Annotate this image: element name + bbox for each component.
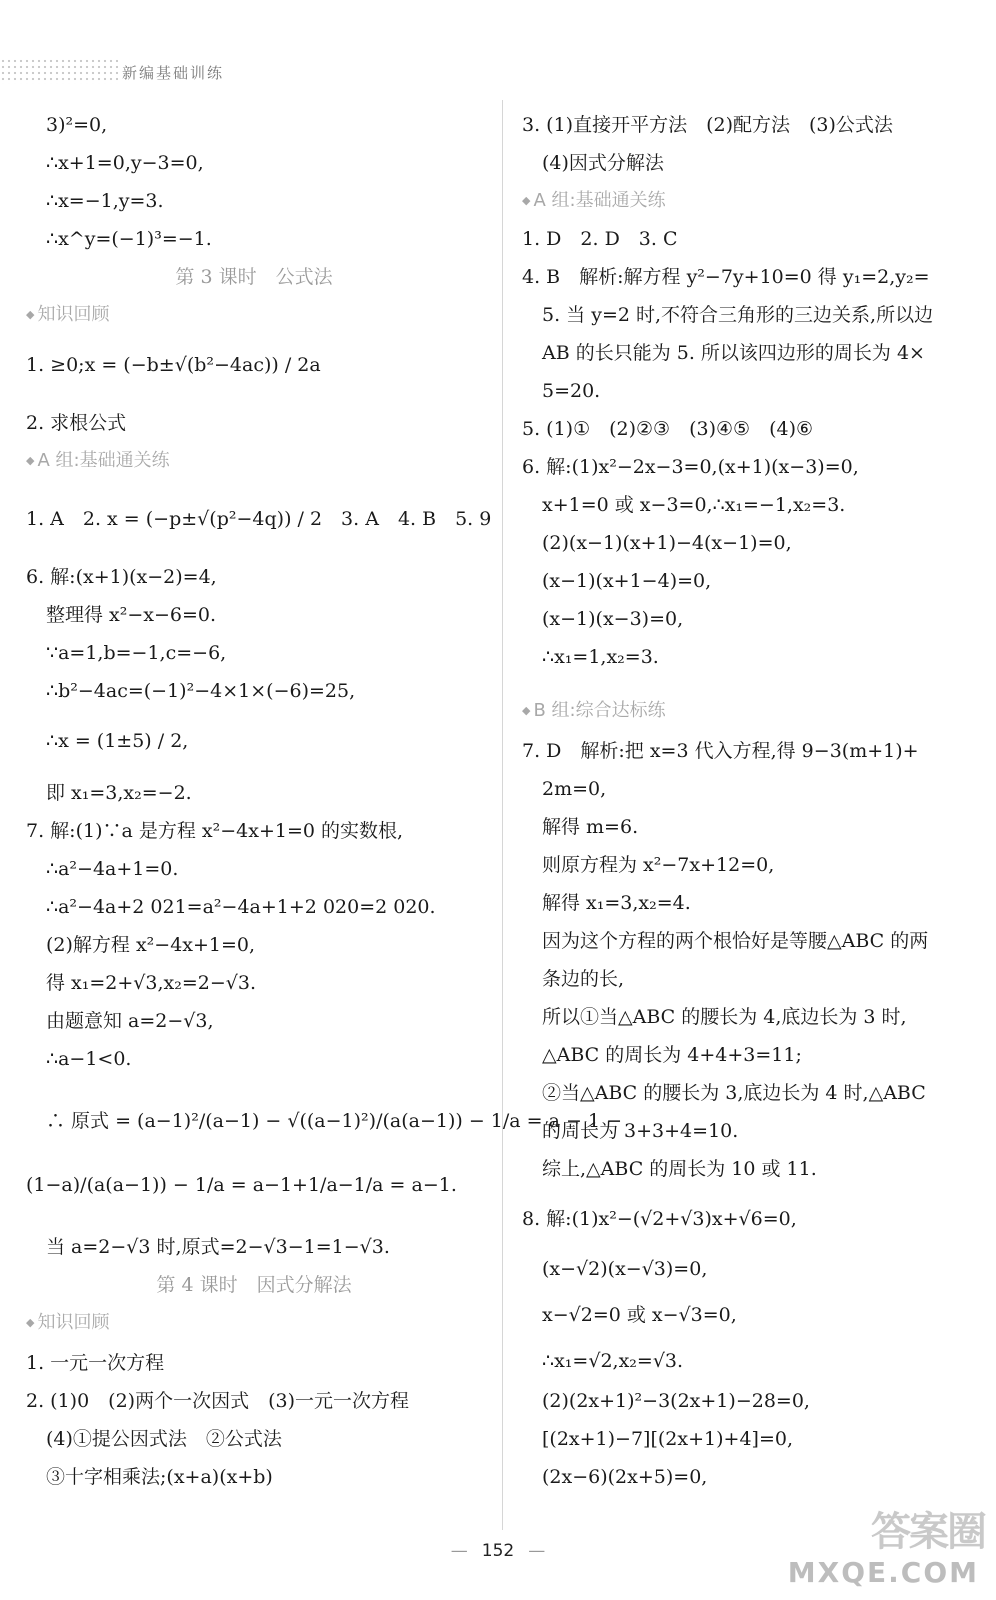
text-line: 因为这个方程的两个根恰好是等腰△ABC 的两 <box>542 930 929 952</box>
text-line: ∴x=−1,y=3. <box>46 190 164 212</box>
diamond-icon: ◆ <box>26 454 35 467</box>
diamond-icon: ◆ <box>522 194 531 207</box>
text-line: 6. 解:(x+1)(x−2)=4, <box>26 566 217 588</box>
text-line: ∴a²−4a+1=0. <box>46 858 179 880</box>
lesson-title: 第 4 课时 因式分解法 <box>156 1274 352 1296</box>
text-line: (2)解方程 x²−4x+1=0, <box>46 934 256 956</box>
page-number: — 152 — <box>450 1541 546 1561</box>
watermark-logo <box>787 1500 985 1595</box>
text-line: ∴x₁=√2,x₂=√3. <box>542 1350 684 1372</box>
text-line: ∴ 原式 = (a−1)²/(a−1) − √((a−1)²)/(a(a−1)) − 1/a = a − 1 − <box>46 1110 622 1132</box>
text-line: 条边的长, <box>542 968 625 990</box>
text-line: (2)(2x+1)²−3(2x+1)−28=0, <box>542 1390 810 1412</box>
section-heading-text: 知识回顾 <box>37 304 110 325</box>
text-line: 1. D 2. D 3. C <box>522 228 678 250</box>
text-line: (x−1)(x−3)=0, <box>542 608 684 630</box>
text-line: ∴a−1<0. <box>46 1048 132 1070</box>
text-line: 1. A 2. x = (−p±√(p²−4q)) / 2 3. A 4. B 5. 9 <box>26 508 492 530</box>
text-line: ③十字相乘法;(x+a)(x+b) <box>46 1466 273 1488</box>
text-line: (x−1)(x+1−4)=0, <box>542 570 712 592</box>
column-divider <box>502 100 503 1530</box>
text-line: 的周长为 3+3+4=10. <box>542 1120 739 1142</box>
text-line: (x−√2)(x−√3)=0, <box>542 1258 708 1280</box>
text-line: ∴x^y=(−1)³=−1. <box>46 228 212 250</box>
text-line: 4. B 解析:解方程 y²−7y+10=0 得 y₁=2,y₂= <box>522 266 930 288</box>
text-line: 7. D 解析:把 x=3 代入方程,得 9−3(m+1)+ <box>522 740 919 762</box>
text-line: △ABC 的周长为 4+4+3=11; <box>542 1044 802 1066</box>
section-heading <box>26 448 170 474</box>
text-line: 当 a=2−√3 时,原式=2−√3−1=1−√3. <box>46 1236 390 1258</box>
text-line: (4)因式分解法 <box>542 152 664 174</box>
text-line: 由题意知 a=2−√3, <box>46 1010 214 1032</box>
section-heading-text: 知识回顾 <box>37 1312 110 1333</box>
page-number-value: 152 <box>481 1541 515 1561</box>
text-line: 即 x₁=3,x₂=−2. <box>46 782 192 804</box>
text-line: (4)①提公因式法 ②公式法 <box>46 1428 282 1450</box>
text-line: 整理得 x²−x−6=0. <box>46 604 217 626</box>
text-line: 得 x₁=2+√3,x₂=2−√3. <box>46 972 257 994</box>
text-line: (1−a)/(a(a−1)) − 1/a = a−1+1/a−1/a = a−1. <box>26 1174 457 1196</box>
lesson-title: 第 3 课时 公式法 <box>175 266 333 288</box>
text-line: 5=20. <box>542 380 601 402</box>
text-line: ∴x₁=1,x₂=3. <box>542 646 659 668</box>
watermark-bottom-text: MXQE.COM <box>787 1556 979 1589</box>
text-line: 5. 当 y=2 时,不符合三角形的三边关系,所以边 <box>542 304 934 326</box>
text-line: 3. (1)直接开平方法 (2)配方法 (3)公式法 <box>522 114 893 136</box>
diamond-icon: ◆ <box>26 1316 35 1329</box>
text-line: x+1=0 或 x−3=0,∴x₁=−1,x₂=3. <box>542 494 846 516</box>
text-line: 3)²=0, <box>46 114 108 136</box>
text-line: 2. (1)0 (2)两个一次因式 (3)一元一次方程 <box>26 1390 409 1412</box>
page-header <box>0 0 996 88</box>
text-line: AB 的长只能为 5. 所以该四边形的周长为 4× <box>542 342 925 364</box>
text-line: 所以①当△ABC 的腰长为 4,底边长为 3 时, <box>542 1006 907 1028</box>
text-line: (2)(x−1)(x+1)−4(x−1)=0, <box>542 532 792 554</box>
watermark-top-text: 答案圈 <box>871 1509 985 1555</box>
text-line: 1. 一元一次方程 <box>26 1352 165 1374</box>
text-line: 2m=0, <box>542 778 607 800</box>
header-title: 新编基础训练 <box>122 64 225 82</box>
diamond-icon: ◆ <box>522 704 531 717</box>
section-heading-text: A 组:基础通关练 <box>37 450 170 471</box>
text-line: ②当△ABC 的腰长为 3,底边长为 4 时,△ABC <box>542 1082 926 1104</box>
text-line: [(2x+1)−7][(2x+1)+4]=0, <box>542 1428 793 1450</box>
section-heading <box>522 698 666 724</box>
text-line: ∴x = (1±5) / 2, <box>46 730 189 752</box>
text-line: 6. 解:(1)x²−2x−3=0,(x+1)(x−3)=0, <box>522 456 859 478</box>
section-heading <box>26 302 109 328</box>
text-line: ∴x+1=0,y−3=0, <box>46 152 204 174</box>
text-line: ∴b²−4ac=(−1)²−4×1×(−6)=25, <box>46 680 356 702</box>
text-line: 则原方程为 x²−7x+12=0, <box>542 854 775 876</box>
text-line: x−√2=0 或 x−√3=0, <box>542 1304 737 1326</box>
text-line: 解得 m=6. <box>542 816 639 838</box>
header-dot-pattern <box>0 58 118 84</box>
text-line: 8. 解:(1)x²−(√2+√3)x+√6=0, <box>522 1208 797 1230</box>
text-line: ∴a²−4a+2 021=a²−4a+1+2 020=2 020. <box>46 896 436 918</box>
text-line: ∵a=1,b=−1,c=−6, <box>46 642 227 664</box>
section-heading-text: B 组:综合达标练 <box>533 700 666 721</box>
text-line: 5. (1)① (2)②③ (3)④⑤ (4)⑥ <box>522 418 814 440</box>
text-line: 2. 求根公式 <box>26 412 127 434</box>
text-line: 7. 解:(1)∵a 是方程 x²−4x+1=0 的实数根, <box>26 820 404 842</box>
text-line: 综上,△ABC 的周长为 10 或 11. <box>542 1158 817 1180</box>
diamond-icon: ◆ <box>26 308 35 321</box>
text-line: (2x−6)(2x+5)=0, <box>542 1466 708 1488</box>
text-line: 解得 x₁=3,x₂=4. <box>542 892 691 914</box>
section-heading <box>522 188 666 214</box>
text-line: 1. ≥0;x = (−b±√(b²−4ac)) / 2a <box>26 354 321 376</box>
section-heading <box>26 1310 109 1336</box>
section-heading-text: A 组:基础通关练 <box>533 190 666 211</box>
